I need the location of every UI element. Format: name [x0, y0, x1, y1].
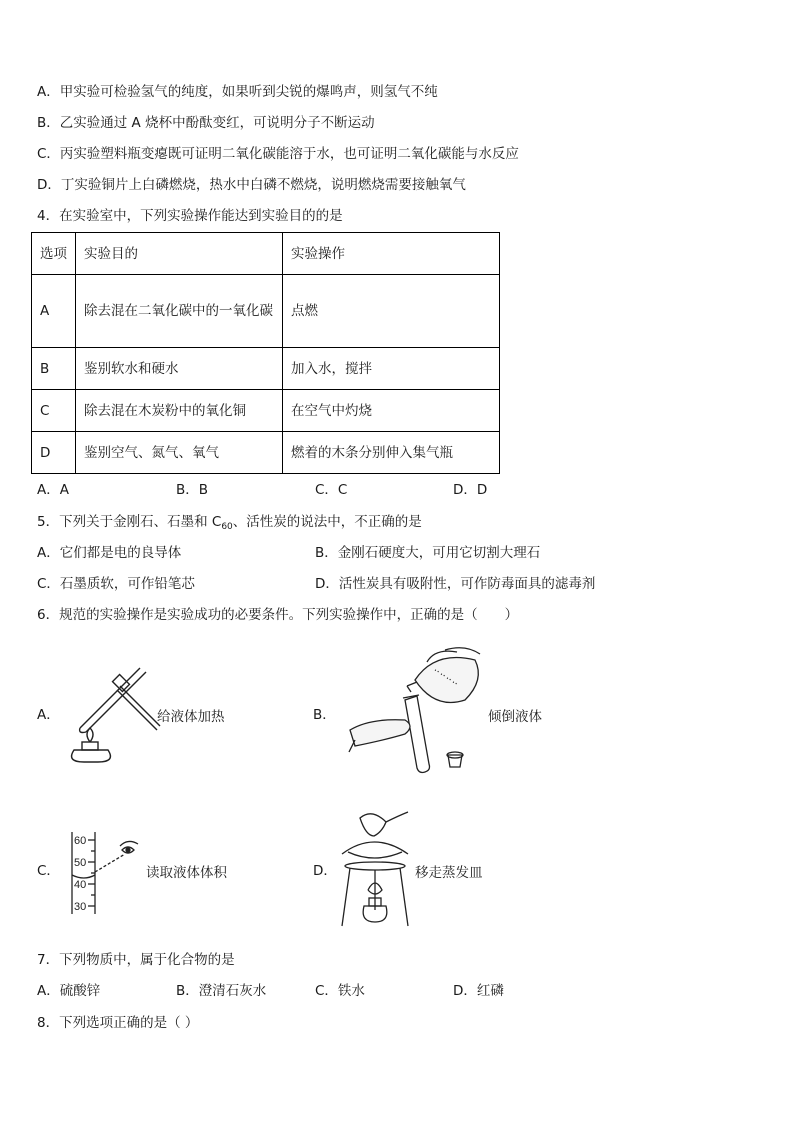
q4-stem: 4．在实验室中，下列实验操作能达到实验目的的是: [37, 208, 343, 224]
q6-option-a-letter: A．: [37, 707, 60, 723]
q3-option-d: D．丁实验铜片上白磷燃烧，热水中白磷不燃烧，说明燃烧需要接触氧气: [37, 177, 466, 193]
q7-stem: 7．下列物质中，属于化合物的是: [37, 952, 235, 968]
q4-table: [31, 232, 500, 474]
table-header-operation: 实验操作: [283, 233, 500, 275]
table-cell-option: D: [32, 432, 76, 474]
table-row: [32, 390, 500, 432]
table-row: [32, 275, 500, 348]
q6-option-b-letter: B．: [313, 707, 336, 723]
table-cell-purpose: 鉴别软水和硬水: [76, 348, 283, 390]
q3-option-b: B．乙实验通过 A 烧杯中酚酞变红，可说明分子不断运动: [37, 115, 375, 131]
q4-option-a: A．A: [37, 482, 69, 498]
q6-option-c-letter: C．: [37, 863, 60, 879]
q5-option-c: C．石墨质软，可作铅笔芯: [37, 576, 195, 592]
q6-stem: 6．规范的实验操作是实验成功的必要条件。下列实验操作中，正确的是（ ）: [37, 607, 519, 623]
q4-option-d: D．D: [453, 482, 488, 498]
q6-option-d-caption: 移走蒸发皿: [415, 865, 483, 881]
q5-stem: [37, 512, 422, 537]
table-row: [32, 432, 500, 474]
q3-option-c: C．丙实验塑料瓶变瘪既可证明二氧化碳能溶于水，也可证明二氧化碳能与水反应: [37, 146, 519, 162]
q7-option-b: B．澄清石灰水: [176, 983, 267, 999]
table-cell-operation: 点燃: [283, 275, 500, 348]
table-cell-option: B: [32, 348, 76, 390]
heating-liquid-illustration: [62, 660, 162, 765]
table-cell-operation: 在空气中灼烧: [283, 390, 500, 432]
q5-option-a: A．它们都是电的良导体: [37, 545, 182, 561]
q5-stem-pre: 5．下列关于金刚石、石墨和 C: [37, 514, 222, 530]
q6-option-c-caption: 读取液体体积: [146, 865, 227, 881]
table-row: [32, 348, 500, 390]
graduated-cylinder-illustration: [70, 830, 150, 916]
q4-option-b: B．B: [176, 482, 209, 498]
table-cell-purpose: 鉴别空气、氮气、氧气: [76, 432, 283, 474]
cylinder-tick-60: 60: [74, 835, 87, 847]
q4-option-c: C．C: [315, 482, 348, 498]
q3-option-a: A．甲实验可检验氢气的纯度，如果听到尖锐的爆鸣声，则氢气不纯: [37, 84, 438, 100]
cylinder-tick-30: 30: [74, 901, 87, 913]
q6-option-d-letter: D．: [313, 863, 337, 879]
evaporating-dish-illustration: [338, 810, 413, 928]
cylinder-tick-40: 40: [74, 879, 87, 891]
table-cell-option: A: [32, 275, 76, 348]
table-cell-operation: 加入水，搅拌: [283, 348, 500, 390]
q7-option-a: A．硫酸锌: [37, 983, 101, 999]
table-cell-purpose: 除去混在木炭粉中的氧化铜: [76, 390, 283, 432]
table-header-row: [32, 233, 500, 275]
q5-option-d: D．活性炭具有吸附性，可作防毒面具的滤毒剂: [315, 576, 596, 592]
table-header-option: 选项: [32, 233, 76, 275]
q7-option-c: C．铁水: [315, 983, 365, 999]
q6-option-a-caption: 给液体加热: [157, 709, 225, 725]
q5-option-b: B．金刚石硬度大，可用它切割大理石: [315, 545, 541, 561]
q5-stem-subscript: 60: [221, 522, 233, 532]
q5-stem-post: 、活性炭的说法中，不正确的是: [232, 514, 422, 530]
table-header-purpose: 实验目的: [76, 233, 283, 275]
pouring-liquid-illustration: [345, 640, 495, 775]
table-cell-purpose: 除去混在二氧化碳中的一氧化碳: [76, 275, 283, 348]
q8-stem: 8．下列选项正确的是（ ）: [37, 1015, 199, 1031]
q6-option-b-caption: 倾倒液体: [488, 709, 542, 725]
q7-option-d: D．红磷: [453, 983, 504, 999]
cylinder-tick-50: 50: [74, 857, 87, 869]
table-cell-option: C: [32, 390, 76, 432]
table-cell-operation: 燃着的木条分别伸入集气瓶: [283, 432, 500, 474]
